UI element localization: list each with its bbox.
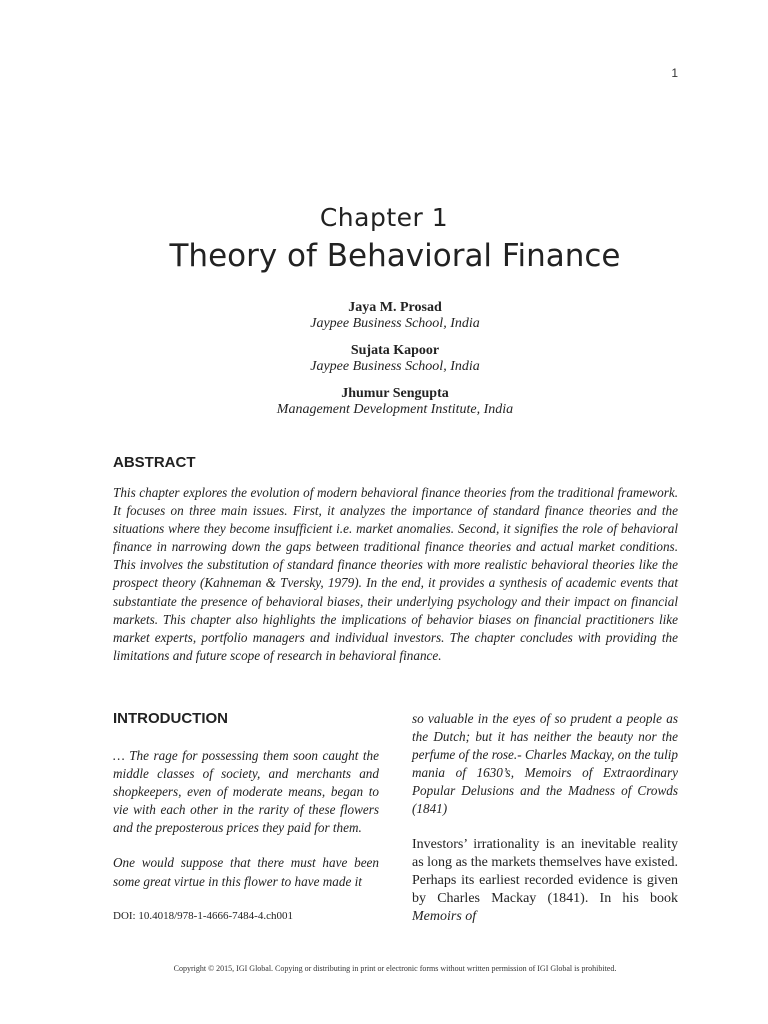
copyright-notice: Copyright © 2015, IGI Global. Copying or distributing in print or electronic forms without written permission of IGI Global is prohibited. (173, 964, 617, 973)
abstract-heading: ABSTRACT (113, 454, 196, 471)
epigraph-quote-continued: One would suppose that there must have been some great virtue in this flower to have made it (113, 855, 379, 889)
author-block (0, 300, 768, 332)
author-name: Jhumur Sengupta (341, 386, 449, 401)
author-name: Jaya M. Prosad (348, 300, 442, 315)
epigraph-quote: … The rage for possessing them soon caught the middle classes of society, and merchants and shopkeepers, even of moderate means, began to vie with each other in the rarity of these flowers and the preposterous prices they paid for them. (113, 748, 379, 836)
chapter-label: Chapter 1 (319, 203, 449, 232)
introduction-paragraph (412, 836, 678, 926)
left-column (113, 747, 379, 908)
right-column (412, 710, 678, 926)
introduction-paragraph-text: Investors’ irrationality is an inevitable reality as long as the markets themselves have existed. Perhaps its earliest recorded evidence is given by Charles Mackay (1841). In his book (412, 836, 678, 906)
page-number: 1 (671, 66, 678, 80)
epigraph-quote-end: so valuable in the eyes of so prudent a people as the Dutch; but it has neither the beauty nor the perfume of the rose.- Charles Mackay, on the tulip mania of 1630’s, Memoirs of Extraordinary Popular Delusions and the Madness of Crowds (1841) (412, 711, 678, 817)
author-list (0, 300, 768, 429)
book-title-fragment: Memoirs of (412, 908, 477, 924)
author-block (0, 343, 768, 375)
author-affiliation: Jaypee Business School, India (310, 316, 480, 331)
author-name: Sujata Kapoor (350, 343, 440, 358)
author-affiliation: Management Development Institute, India (276, 402, 514, 417)
doi-label: DOI: 10.4018/978-1-4666-7484-4.ch001 (113, 910, 293, 922)
abstract-text: This chapter explores the evolution of modern behavioral finance theories from the traditional framework. It focuses on three main issues. First, it analyzes the importance of standard finance theories and the situations where they become insufficient i.e. market anomalies. Second, it signifies the role of behavioral finance in narrowing down the gaps between traditional finance theories and actual market conditions. This involves the substitution of standard finance theories with more realistic behavioral theories like the prospect theory (Kahneman & Tversky, 1979). In the end, it provides a synthesis of academic events that substantiate the presence of behavioral biases, their underlying psychology and their impact on financial markets. This chapter also highlights the implications of behavior biases on financial practitioners like market experts, portfolio managers and individual investors. The chapter concludes with providing the limitations and future scope of research in behavioral finance. (113, 485, 678, 663)
author-affiliation: Jaypee Business School, India (310, 359, 480, 374)
chapter-title: Theory of Behavioral Finance (169, 238, 621, 274)
author-block (0, 386, 768, 418)
introduction-heading: INTRODUCTION (113, 710, 228, 727)
